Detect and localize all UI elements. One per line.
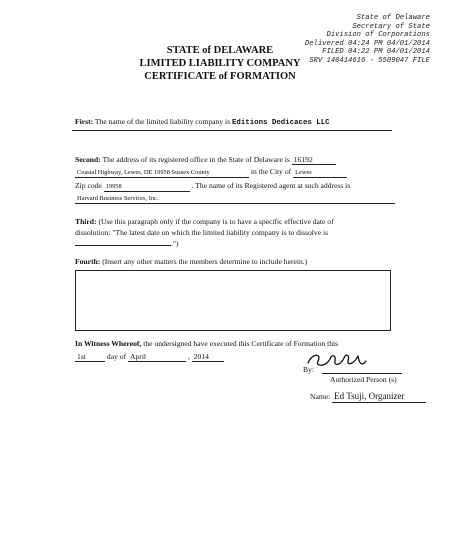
name-label: Name: bbox=[310, 392, 331, 401]
first-paragraph bbox=[75, 117, 330, 128]
stamp-line: Division of Corporations bbox=[326, 31, 430, 40]
third-paragraph bbox=[75, 217, 334, 227]
agent-text: . The name of its Registered agent at such address is bbox=[191, 181, 351, 190]
document-heading bbox=[120, 44, 320, 83]
third-text-2: dissolution: "The latest date on which the limited liability company is to dissolve is bbox=[75, 228, 329, 237]
witness-date-line bbox=[75, 352, 224, 362]
first-label: First: bbox=[75, 117, 94, 126]
stamp-line: Secretary of State bbox=[352, 22, 430, 31]
stamp-line: SRV 140414616 - 5509047 FILE bbox=[309, 56, 430, 65]
second-zip-line bbox=[75, 181, 350, 192]
zip-label: Zip code bbox=[75, 181, 102, 190]
second-text: The address of its registered office in the State of Delaware is bbox=[102, 155, 290, 164]
witness-paragraph bbox=[75, 339, 338, 349]
stamp-line: FILED 04:22 PM 04/01/2014 bbox=[322, 48, 430, 57]
witness-label: In Witness Whereof, bbox=[75, 339, 142, 348]
heading-state: STATE of DELAWARE bbox=[166, 45, 274, 56]
second-label: Second: bbox=[75, 155, 101, 164]
heading-title: CERTIFICATE of FORMATION bbox=[144, 71, 296, 82]
street-number-field: 16192 bbox=[292, 155, 336, 165]
third-text-end: .") bbox=[171, 239, 179, 248]
first-text: The name of the limited liability company is bbox=[94, 117, 231, 126]
company-name: Editions Dedicaces LLC bbox=[232, 119, 330, 127]
third-text-1: (Use this paragraph only if the company is to have a specific effective date of bbox=[98, 217, 334, 226]
year-field: 2014 bbox=[192, 352, 224, 362]
zip-field: 19958 bbox=[104, 182, 190, 192]
fourth-label: Fourth: bbox=[75, 257, 101, 266]
stamp-line: Delivered 04:24 PM 04/01/2014 bbox=[304, 39, 430, 48]
signature-line bbox=[322, 373, 402, 374]
third-line-3 bbox=[75, 239, 179, 249]
by-label: By: bbox=[303, 365, 314, 374]
day-field: 1st bbox=[75, 352, 105, 362]
name-line bbox=[310, 391, 426, 403]
stamp-line: State of Delaware bbox=[356, 14, 430, 22]
second-agent-line bbox=[75, 193, 395, 204]
agent-field: Harvard Business Services, Inc. bbox=[75, 194, 395, 204]
year-separator: , bbox=[187, 352, 190, 361]
heading-type: LIMITED LIABILITY COMPANY bbox=[139, 58, 301, 69]
organizer-name-field: Ed Tsuji, Organizer bbox=[332, 391, 426, 403]
month-field: April bbox=[128, 352, 186, 362]
city-text: in the City of bbox=[250, 167, 292, 176]
second-paragraph bbox=[75, 155, 336, 165]
city-field: Lewes bbox=[293, 168, 347, 178]
dissolution-date-field bbox=[75, 245, 171, 246]
divider bbox=[72, 130, 392, 131]
fourth-paragraph bbox=[75, 257, 307, 267]
witness-text: the undersigned have executed this Certificate of Formation this bbox=[143, 339, 339, 348]
third-line-2 bbox=[75, 228, 328, 238]
third-label: Third: bbox=[75, 217, 97, 226]
other-matters-box bbox=[75, 270, 391, 331]
fourth-text: (Insert any other matters the members determine to include herein.) bbox=[102, 257, 308, 266]
street-field: Coastal Highway, Lewes, DE 19958 Sussex County bbox=[75, 168, 249, 178]
authorized-person-label: Authorized Person (s) bbox=[330, 375, 397, 384]
second-address-line bbox=[75, 167, 347, 178]
day-of-text: day of bbox=[106, 352, 127, 361]
